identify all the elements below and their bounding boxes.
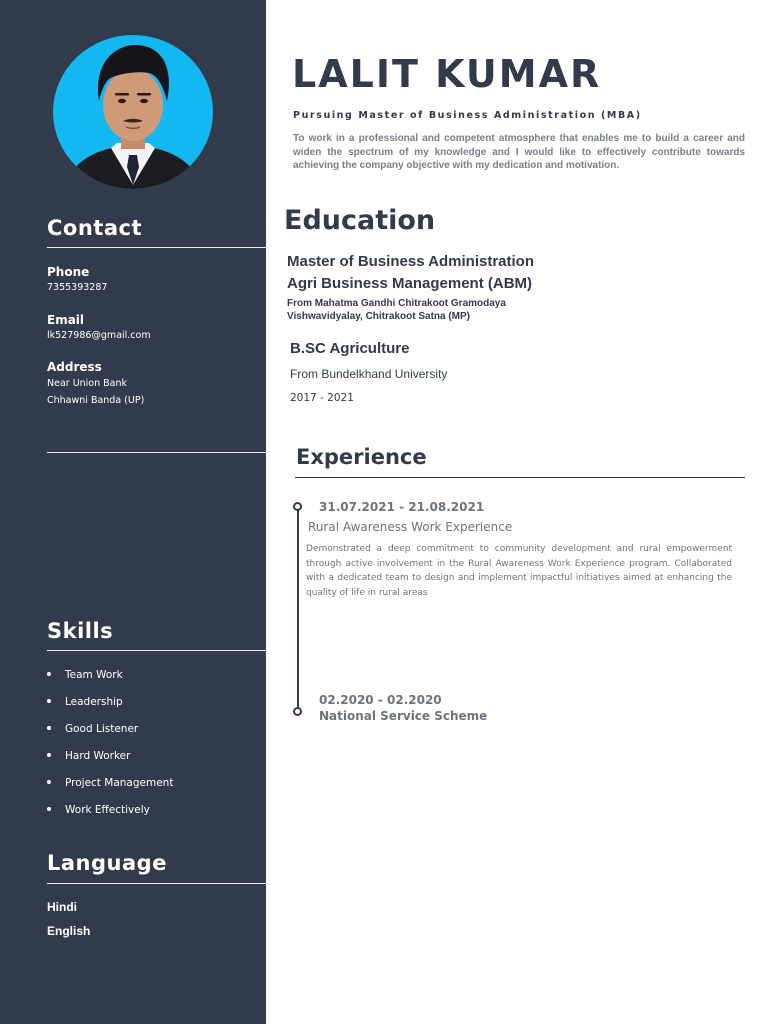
education-degree: B.SC Agriculture [290, 340, 410, 357]
skills-heading: Skills [47, 619, 114, 643]
email-value: lk527986@gmail.com [47, 330, 151, 341]
experience-role: Rural Awareness Work Experience [308, 520, 513, 534]
skill-label: Team Work [65, 669, 123, 681]
skill-item [47, 777, 173, 789]
address-line-1: Near Union Bank [47, 378, 128, 389]
experience-role: National Service Scheme [319, 709, 488, 723]
sidebar [0, 0, 266, 1024]
timeline-dot-icon [293, 502, 302, 511]
email-label: Email [47, 313, 85, 327]
objective-text: To work in a professional and competent atmosphere that enables me to build a career and widen the spectrum of my knowledge and I would like to effectively contribute towards achieving the company objective with my dedication and motivation. [293, 133, 745, 171]
education-institution: From Mahatma Gandhi Chitrakoot Gramodaya [287, 298, 506, 309]
education-years: 2017 - 2021 [290, 392, 354, 404]
language-item: Hindi [47, 900, 77, 914]
experience-divider [295, 477, 745, 478]
contact-divider [47, 247, 266, 248]
skill-label: Hard Worker [65, 750, 131, 762]
language-divider [47, 883, 266, 884]
skill-item [47, 696, 123, 708]
person-photo-icon [53, 35, 213, 189]
experience-timeline [297, 510, 299, 710]
education-heading: Education [284, 205, 436, 236]
bullet-icon [47, 672, 51, 676]
timeline-dot-icon [293, 707, 302, 716]
address-label: Address [47, 360, 102, 374]
experience-heading: Experience [296, 445, 427, 469]
experience-description: Demonstrated a deep commitment to community development and rural empowerment through active involvement in the Rural Awareness Work Experience program. Collaborated with a dedicated team to design and implement impactful initiatives aimed at enhancing the quality of life in rural areas [306, 544, 732, 598]
bullet-icon [47, 780, 51, 784]
profile-photo [53, 35, 213, 189]
skill-label: Good Listener [65, 723, 139, 735]
education-degree: Master of Business Administration [287, 253, 534, 270]
bullet-icon [47, 807, 51, 811]
phone-label: Phone [47, 265, 90, 279]
language-item: English [47, 924, 91, 938]
skill-item [47, 669, 123, 681]
bullet-icon [47, 699, 51, 703]
language-heading: Language [47, 851, 167, 875]
experience-dates: 02.2020 - 02.2020 [319, 693, 442, 707]
bullet-icon [47, 753, 51, 757]
contact-bottom-divider [47, 452, 266, 453]
education-institution: Vishwavidyalay, Chitrakoot Satna (MP) [287, 311, 471, 322]
bullet-icon [47, 726, 51, 730]
skill-item [47, 723, 138, 735]
address-line-2: Chhawni Banda (UP) [47, 395, 145, 406]
skill-label: Work Effectively [65, 804, 150, 816]
candidate-name: LALIT KUMAR [292, 52, 602, 96]
contact-heading: Contact [47, 216, 142, 240]
skill-item [47, 804, 150, 816]
skill-label: Leadership [65, 696, 123, 708]
skills-divider [47, 650, 266, 651]
skill-label: Project Management [65, 777, 174, 789]
education-degree: Agri Business Management (ABM) [287, 275, 533, 292]
skill-item [47, 750, 130, 762]
phone-value: 7355393287 [47, 282, 108, 293]
experience-dates: 31.07.2021 - 21.08.2021 [319, 500, 485, 514]
education-institution: From Bundelkhand University [290, 367, 448, 381]
candidate-subtitle: Pursuing Master of Business Administration (MBA) [293, 110, 642, 121]
